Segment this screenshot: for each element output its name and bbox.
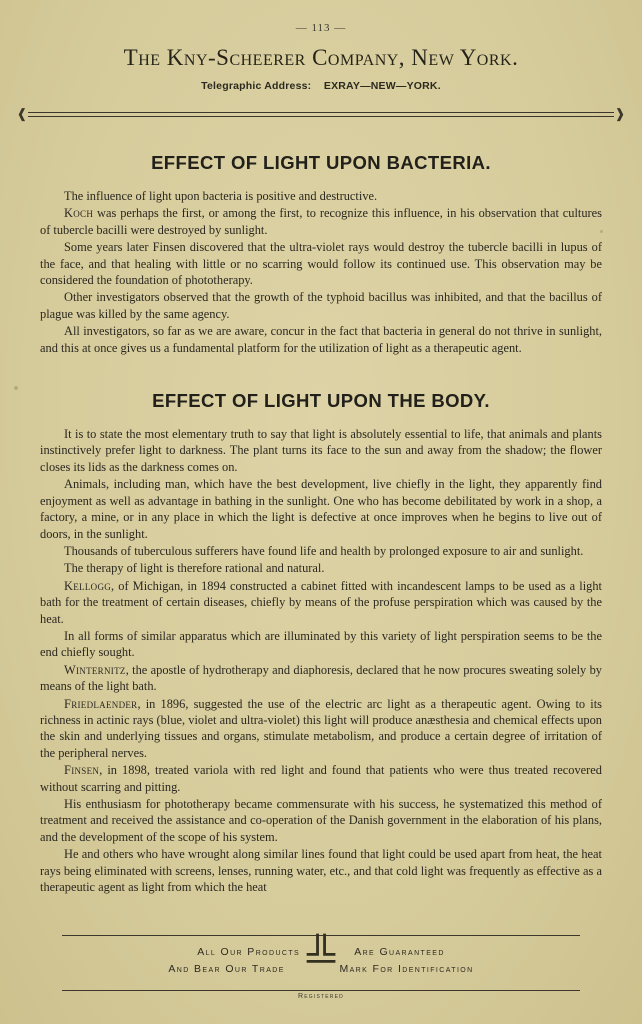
telegraphic-label: Telegraphic Address: <box>201 80 312 92</box>
paragraph: Other investigators observed that the growth of the typhoid bacillus was inhibited, and that the bacillus of plague was killed by the same agency. <box>40 290 602 321</box>
paragraph: Thousands of tuberculous sufferers have found life and health by prolonged exposure to air and sunlight. <box>64 543 584 558</box>
paragraph: His enthusiasm for phototherapy became commensurate with his success, he systematized this method of treatment and received the assistance and co-operation of the Danish government in the elaboration of his plans, and the development of the scope of his system. <box>40 797 602 844</box>
footer-line2-right: Mark For Identification <box>339 963 474 975</box>
divider-right-ornament-icon: ❱ <box>614 106 626 121</box>
header-divider <box>18 106 624 122</box>
paper-speck <box>14 386 18 390</box>
paragraph: It is to state the most elementary truth to say that light is absolutely essential to life, that animals and plants instinctively prefer light to darkness. The plant turns its face to the sun and away from the shadow; the flower closes its lids as the darkness comes on. <box>40 427 602 474</box>
paragraph: In all forms of similar apparatus which are illuminated by this variety of light perspiration seems to be the end chiefly sought. <box>40 628 602 660</box>
document-body <box>40 152 602 895</box>
footer-line1-left: All Our Products <box>197 946 301 958</box>
paper-speck <box>600 230 603 233</box>
paragraph: Animals, including man, which have the best development, live chiefly in the light, they apparently find enjoyment as well as advantage in bathing in the sunlight. One who has become debilitated by work in a shop, a factory, a mine, or in any place in which the light is defective at once improves when he begins to live out of doors, in the sunlight. <box>40 477 602 541</box>
footer-line1-right: Are Guaranteed <box>354 946 445 958</box>
paragraph: Kellogg, of Michigan, in 1894 constructed a cabinet fitted with incandescent lamps to be used as a light bath for the treatment of certain diseases, chiefly by means of the profuse perspiration which was caused by the heat. <box>40 578 602 626</box>
paragraph: Winternitz, the apostle of hydrotherapy and diaphoresis, declared that he now procures sweating solely by means of the light bath. <box>40 662 602 694</box>
section-title-bacteria: EFFECT OF LIGHT UPON BACTERIA. <box>151 152 491 173</box>
telegraphic-value: EXRAY—NEW—YORK. <box>323 80 441 92</box>
footer-rules <box>62 935 580 991</box>
paragraph: Koch was perhaps the first, or among the first, to recognize this influence, in his observation that cultures of tubercle bacilli were destroyed by sunlight. <box>40 206 602 237</box>
page-footer <box>0 935 642 1000</box>
divider-line <box>28 112 614 117</box>
paragraph: All investigators, so far as we are aware, concur in the fact that bacteria in general do not thrive in sunlight, and this at once gives us a fundamental platform for the utilization of light as a therapeutic agent. <box>40 324 602 355</box>
paragraph: He and others who have wrought along similar lines found that light could be used apart from heat, the heat rays being eliminated with screens, lenses, running water, etc., and that cold light was frequently as effective as a therapeutic agent as light from which the heat <box>40 847 602 895</box>
footer-rule-bottom <box>62 990 580 991</box>
paragraph: The therapy of light is therefore rational and natural. <box>64 561 325 576</box>
caduceus-icon: ╩ <box>306 934 336 979</box>
footer-line2-left: And Bear Our Trade <box>168 963 285 975</box>
section-title-body: EFFECT OF LIGHT UPON THE BODY. <box>152 390 490 412</box>
paragraph: Finsen, in 1898, treated variola with red light and found that patients who were thus treated recovered without scarring and pitting. <box>40 763 602 794</box>
page-number: — 113 — <box>295 22 347 34</box>
paragraph: Some years later Finsen discovered that the ultra-violet rays would destroy the tubercle bacilli in lupus of the face, and that healing with little or no scarring would follow its continued use. This observation may be considered the foundation of phototherapy. <box>40 240 602 288</box>
divider-left-ornament-icon: ❰ <box>16 106 28 121</box>
company-title: The Kny-Scheerer Company, New York. <box>123 45 519 70</box>
registered-label: Registered <box>298 993 344 1000</box>
telegraphic-address <box>0 80 642 92</box>
paragraph: The influence of light upon bacteria is positive and destructive. <box>64 189 378 203</box>
paragraph: Friedlaender, in 1896, suggested the use of the electric arc light as a therapeutic agent. Owing to its richness in actinic rays (blue, violet and ultra-violet) this light will produce anæsthesia and chemical effects upon the skin and underlying tissues and organs, stimulate metabolism, and produce a certain degree of irritation of the peripheral nerves. <box>40 696 602 760</box>
